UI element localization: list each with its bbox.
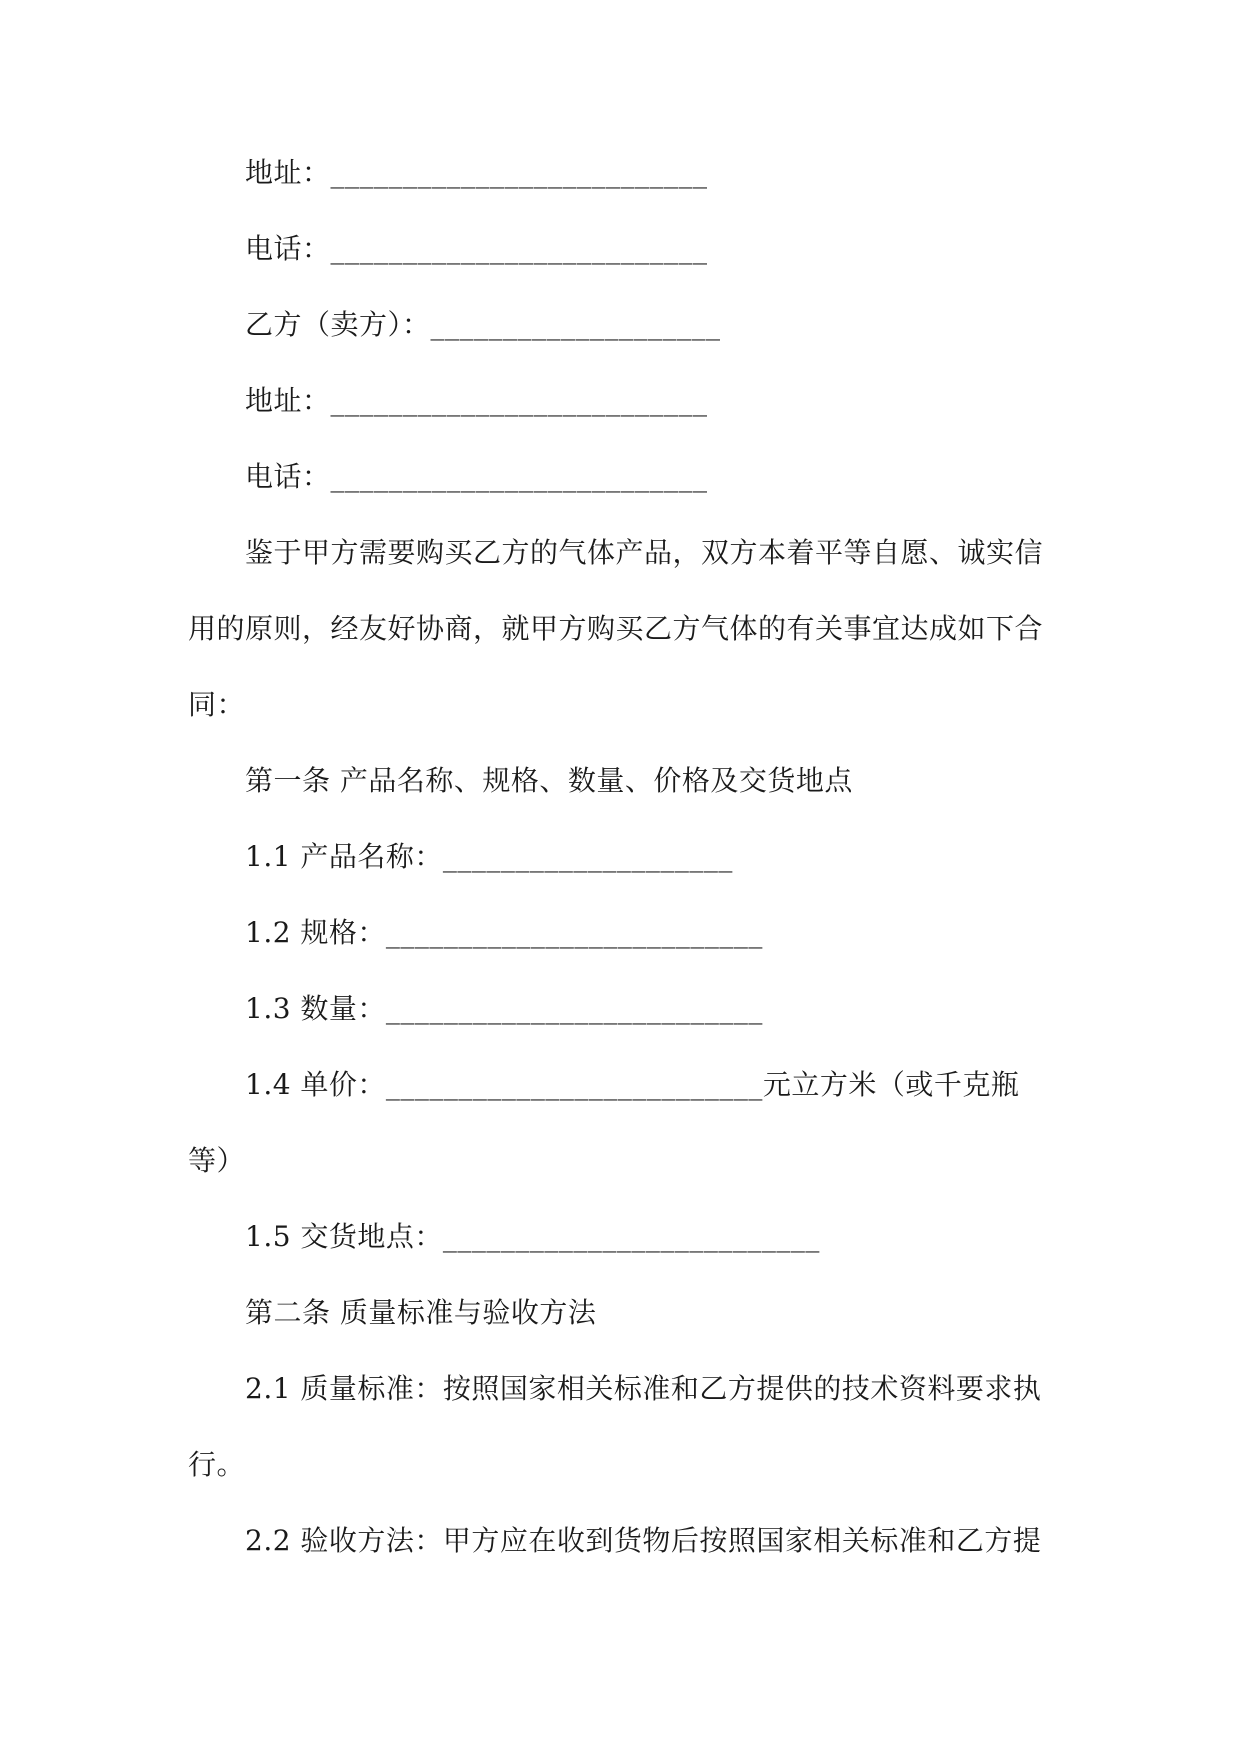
seller-phone-line: 电话：__________________________ [245, 460, 708, 493]
clause-2-1-quality-standard: 2.1 质量标准：按照国家相关标准和乙方提供的技术资料要求执 [245, 1372, 1042, 1405]
preamble-paragraph-line-3: 同： [188, 688, 246, 721]
seller-address-line: 地址：__________________________ [245, 384, 708, 417]
buyer-phone-line: 电话：__________________________ [245, 232, 708, 265]
clause-1-4-continuation: 等） [188, 1144, 246, 1177]
clause-1-3-quantity: 1.3 数量：__________________________ [245, 992, 763, 1025]
preamble-paragraph-line-1: 鉴于甲方需要购买乙方的气体产品，双方本着平等自愿、诚实信 [245, 536, 1044, 569]
preamble-paragraph-line-2: 用的原则，经友好协商，就甲方购买乙方气体的有关事宜达成如下合 [188, 612, 1044, 645]
clause-1-5-delivery-location: 1.5 交货地点：__________________________ [245, 1220, 820, 1253]
party-b-seller-line: 乙方（卖方）：____________________ [245, 308, 721, 341]
buyer-address-line: 地址：__________________________ [245, 156, 708, 189]
clause-2-2-acceptance-method: 2.2 验收方法：甲方应在收到货物后按照国家相关标准和乙方提 [245, 1524, 1042, 1557]
clause-1-4-unit-price: 1.4 单价：__________________________元立方米（或千克瓶 [245, 1068, 1020, 1101]
article-1-heading: 第一条 产品名称、规格、数量、价格及交货地点 [245, 764, 853, 797]
clause-1-1-product-name: 1.1 产品名称：____________________ [245, 840, 733, 873]
clause-1-2-specification: 1.2 规格：__________________________ [245, 916, 763, 949]
clause-2-1-continuation: 行。 [188, 1448, 246, 1481]
article-2-heading: 第二条 质量标准与验收方法 [245, 1296, 597, 1329]
